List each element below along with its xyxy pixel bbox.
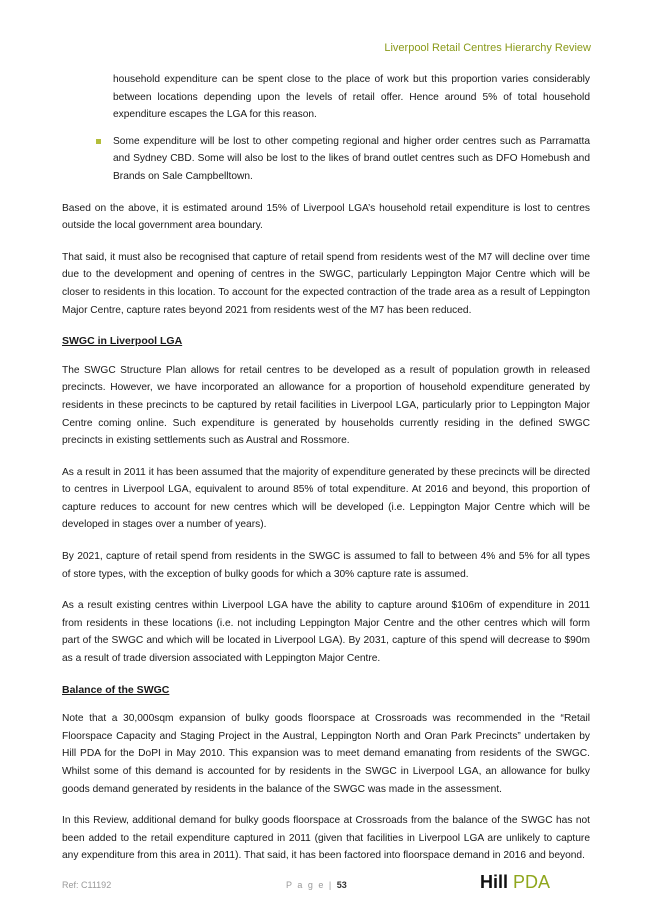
footer-page-number: [286, 880, 347, 890]
page-number: 53: [336, 880, 347, 890]
logo-hill-text: Hill: [480, 872, 509, 892]
paragraph: That said, it must also be recognised that capture of retail spend from residents west of the M7 will decline over time due to the development and opening of centres in the SWGC, particularly Leppington Major Centre which will be closer to residents in this location. To account for the expected contraction of the trade area as a result of Leppington Major Centre, capture rates beyond 2021 from residents west of the M7 has been reduced.: [62, 251, 590, 316]
bullet-text: Some expenditure will be lost to other competing regional and higher order centres such as Parramatta and Sydney CBD. Some will also be lost to the likes of brand outlet centres such as DFO Homebush and Brands on Sale Campbelltown.: [113, 135, 590, 182]
page-label: P a g e |: [286, 880, 333, 890]
logo-pda-text: PDA: [513, 872, 551, 892]
paragraph: In this Review, additional demand for bulky goods floorspace at Crossroads from the balance of the SWGC has not been added to the retail expenditure captured in 2011 (given that facilities in Liverpool LGA are unlikely to capture any expenditure from this area in 2011). That said, it has been factored into floorspace demand in 2016 and beyond.: [62, 815, 590, 862]
paragraph: The SWGC Structure Plan allows for retail centres to be developed as a result of population growth in released precincts. However, we have incorporated an allowance for a proportion of household expenditure generated by residents in these precincts to be captured by retail facilities in Liverpool LGA, particularly prior to Leppington Major Centre coming online. Such expenditure is generated by households currently residing in the defined SWGC precincts in existing settlements such as Austral and Rossmore.: [62, 364, 590, 447]
bullet-item: [62, 133, 590, 186]
section-heading-balance: Balance of the SWGC: [62, 683, 170, 696]
paragraph: Based on the above, it is estimated around 15% of Liverpool LGA’s household retail expenditure is lost to centres outside the local government area boundary.: [62, 202, 590, 232]
square-bullet-icon: [96, 139, 101, 144]
document-body: [62, 71, 590, 879]
footer-reference: Ref: C11192: [62, 880, 112, 890]
document-header-title: Liverpool Retail Centres Hierarchy Review: [384, 42, 591, 54]
paragraph: As a result in 2011 it has been assumed that the majority of expenditure generated by these precincts will be directed to centres in Liverpool LGA, equivalent to around 85% of total expenditure. At 2016 and beyond, this proportion of capture reduces to account for new centres which will be developed (i.e. Leppington Major Centre which will be developed in stages over a number of years).: [62, 466, 590, 531]
paragraph: By 2021, capture of retail spend from residents in the SWGC is assumed to fall to between 4% and 5% for all types of store types, with the exception of bulky goods for which a 30% capture rate is assumed.: [62, 551, 590, 580]
section-heading-swgc: SWGC in Liverpool LGA: [62, 335, 183, 348]
hill-pda-logo: [480, 872, 550, 892]
paragraph: Note that a 30,000sqm expansion of bulky goods floorspace at Crossroads was recommended in the “Retail Floorspace Capacity and Staging Project in the Austral, Leppington North and Oran Park Precincts” undertaken by Hill PDA for the DoPI in May 2010. This expansion was to meet demand emanating from residents of the SWGC. Whilst some of this demand is accounted for by residents in the SWGC in Liverpool LGA, an allowance for bulky goods demand generated by residents in the balance of the SWGC was made in the assessment.: [62, 713, 590, 795]
continuation-paragraph: household expenditure can be spent close to the place of work but this proportion varies considerably between locations depending upon the levels of retail offer. Hence around 5% of total household expenditure escapes the LGA for this reason.: [113, 74, 590, 121]
paragraph: As a result existing centres within Liverpool LGA have the ability to capture around $106m of expenditure in 2011 from residents in these locations (i.e. not including Leppington Major Centre and the other centres which will form part of the SWGC and which will be located in Liverpool LGA). By 2031, capture of this spend will decrease to $90m as a result of trade diversion associated with Leppington Major Centre.: [62, 600, 590, 665]
